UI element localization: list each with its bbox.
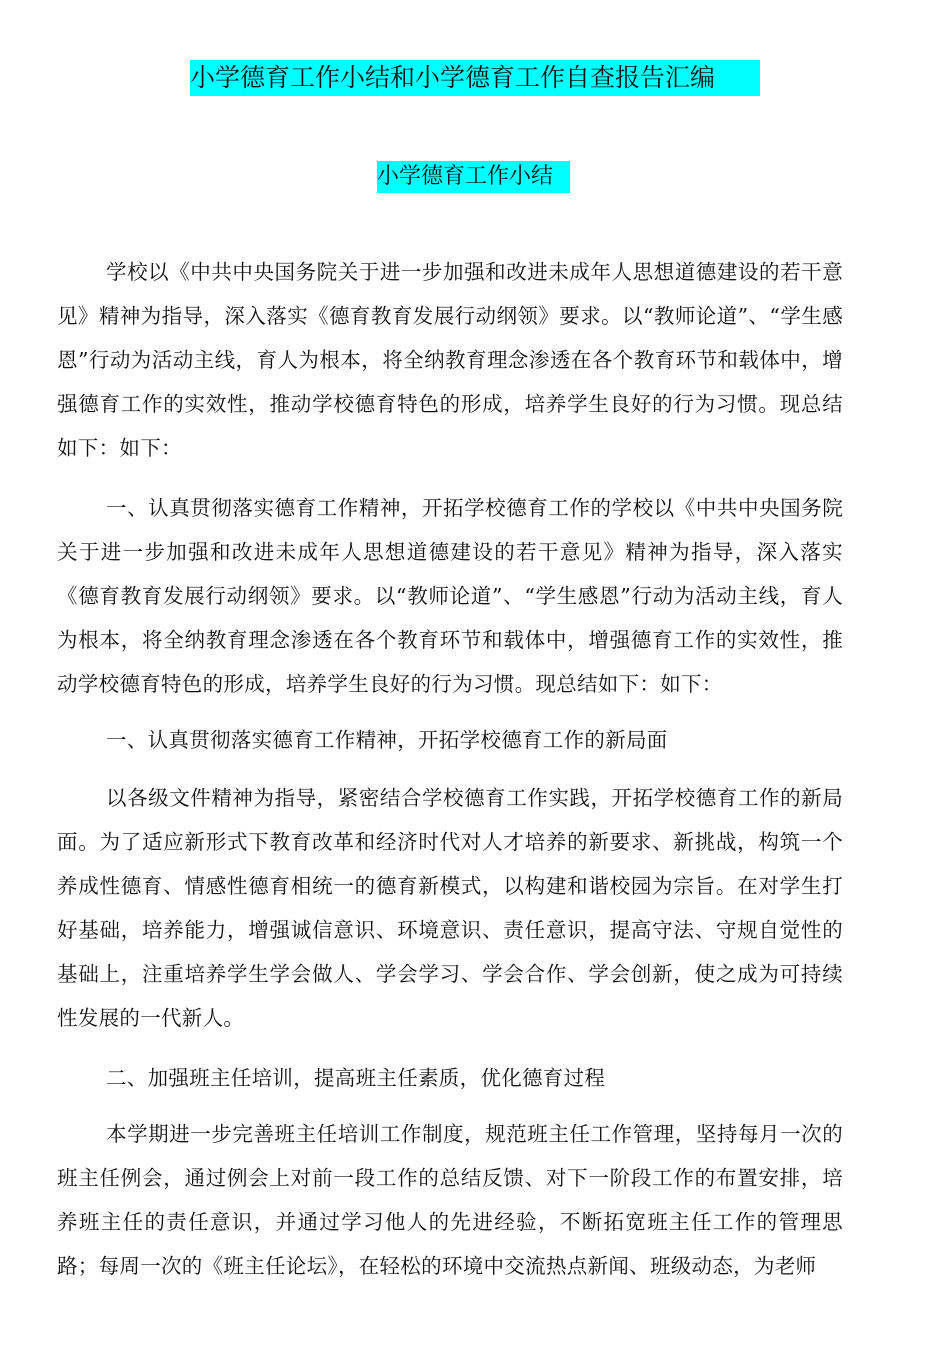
section-one-heading: 一、认真贯彻落实德育工作精神，开拓学校德育工作的新局面 — [106, 728, 668, 752]
section-two-heading: 二、加强班主任培训，提高班主任素质，优化德育过程 — [106, 1066, 606, 1090]
section-two-paragraph: 本学期进一步完善班主任培训工作制度，规范班主任工作管理，坚持每月一次的班主任例会，通过例会上对前一段工作的总结反馈、对下一阶段工作的布置安排，培养班主任的责任意识，并通过学习他人的先进经验，不断拓宽班主任工作的管理思路；每周一次的《班主任论坛》，在轻松的环境中交流热点新闻、班级动态，为老师 — [57, 1122, 843, 1278]
intro-paragraph: 学校以《中共中央国务院关于进一步加强和改进未成年人思想道德建设的若干意见》精神为指导，深入落实《德育教育发展行动纲领》要求。以“教师论道”、“学生感恩”行动为活动主线，育人为根本，将全纳教育理念渗透在各个教育环节和载体中，增强德育工作的实效性，推动学校德育特色的形成，培养学生良好的行为习惯。现总结如下：如下： — [57, 260, 843, 460]
document-subtitle: 小学德育工作小结 — [377, 161, 570, 193]
section-one-paragraph: 以各级文件精神为指导，紧密结合学校德育工作实践，开拓学校德育工作的新局面。为了适应新形式下教育改革和经济时代对人才培养的新要求、新挑战，构筑一个养成性德育、情感性德育相统一的德育新模式，以构建和谐校园为宗旨。在对学生打好基础，培养能力，增强诚信意识、环境意识、责任意识，提高守法、守规自觉性的基础上，注重培养学生学会做人、学会学习、学会合作、学会创新，使之成为可持续性发展的一代新人。 — [57, 786, 843, 1030]
section-one-intro-paragraph: 一、认真贯彻落实德育工作精神，开拓学校德育工作的学校以《中共中央国务院关于进一步加强和改进未成年人思想道德建设的若干意见》精神为指导，深入落实《德育教育发展行动纲领》要求。以“教师论道”、“学生感恩”行动为活动主线，育人为根本，将全纳教育理念渗透在各个教育环节和载体中，增强德育工作的实效性，推动学校德育特色的形成，培养学生良好的行为习惯。现总结如下：如下： — [57, 496, 843, 696]
document-title: 小学德育工作小结和小学德育工作自查报告汇编 — [190, 60, 760, 96]
